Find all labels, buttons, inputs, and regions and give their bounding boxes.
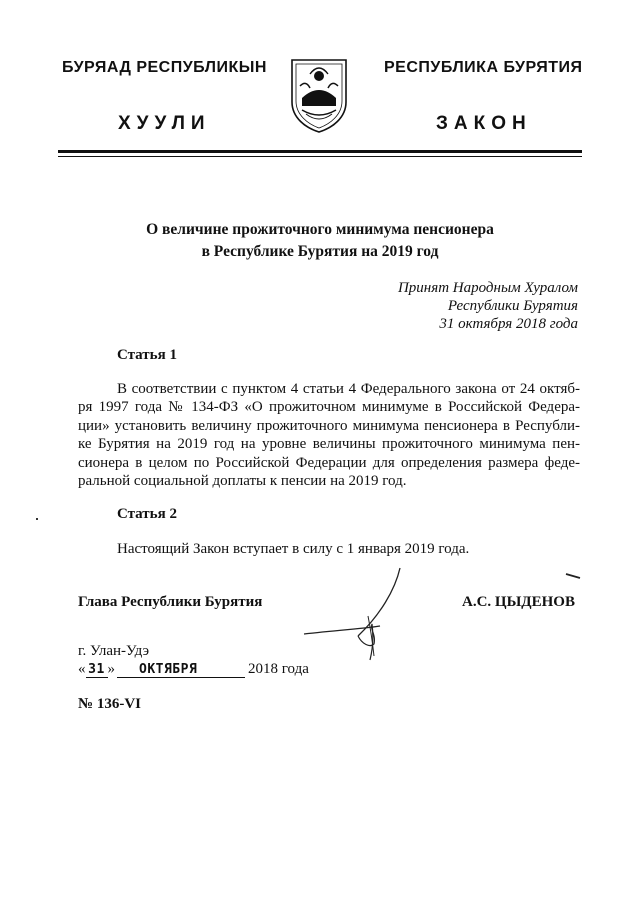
coat-of-arms-icon (288, 56, 350, 134)
header-right-bottom: ЗАКОН (436, 113, 532, 134)
article1-line: ции» установить величину прожиточного минимума пенсионера в Республи- (78, 417, 580, 434)
header-left-bottom: ХУУЛИ (118, 113, 211, 134)
law-number: № 136-VI (78, 696, 141, 712)
date-open-quote: « (78, 661, 86, 677)
article1-line: В соответствии с пунктом 4 статьи 4 Федерального закона от 24 октяб- (117, 381, 580, 397)
adopted-line1: Принят Народным Хуралом (397, 280, 578, 296)
margin-dot (36, 518, 38, 520)
signatory-position: Глава Республики Бурятия (78, 594, 263, 610)
handwritten-signature-icon (300, 560, 590, 670)
article1-line: ральной социальной доплаты к пенсии на 2019 год. (78, 473, 407, 490)
law-title (0, 219, 640, 263)
date-close-quote: » (107, 661, 115, 677)
adopted-note (398, 279, 578, 333)
adopted-line3: 31 октября 2018 года (439, 316, 578, 332)
header-rule-thick (58, 150, 582, 153)
date-line (78, 661, 338, 683)
date-day: 31 (86, 662, 108, 678)
law-title-line2: в Республике Бурятия на 2019 год (201, 243, 439, 260)
article1-line: сионера в целом по Российской Федерации для определения размера феде- (78, 454, 580, 471)
article2-text: Настоящий Закон вступает в силу с 1 января 2019 года. (117, 541, 470, 557)
article2-heading: Статья 2 (117, 506, 177, 522)
article1-heading: Статья 1 (117, 347, 177, 363)
article1-line: ке Бурятия на 2019 год на уровне величины прожиточного минимума пен- (78, 436, 580, 453)
header-rule-thin (58, 156, 582, 157)
header-left-top: БУРЯАД РЕСПУБЛИКЫН (62, 59, 267, 76)
article1-line: ря 1997 года № 134-ФЗ «О прожиточном минимуме в Российской Федера- (78, 399, 580, 416)
date-year: 2018 года (248, 661, 309, 677)
law-title-line1: О величине прожиточного минимума пенсионера (146, 221, 494, 238)
signatory-name: А.С. ЦЫДЕНОВ (462, 594, 575, 610)
date-month: ОКТЯБРЯ (117, 662, 245, 678)
article1-body (78, 380, 580, 490)
city-line: г. Улан-Удэ (78, 643, 150, 659)
header-right-top: РЕСПУБЛИКА БУРЯТИЯ (384, 59, 583, 76)
adopted-line2: Республики Бурятия (447, 298, 578, 314)
